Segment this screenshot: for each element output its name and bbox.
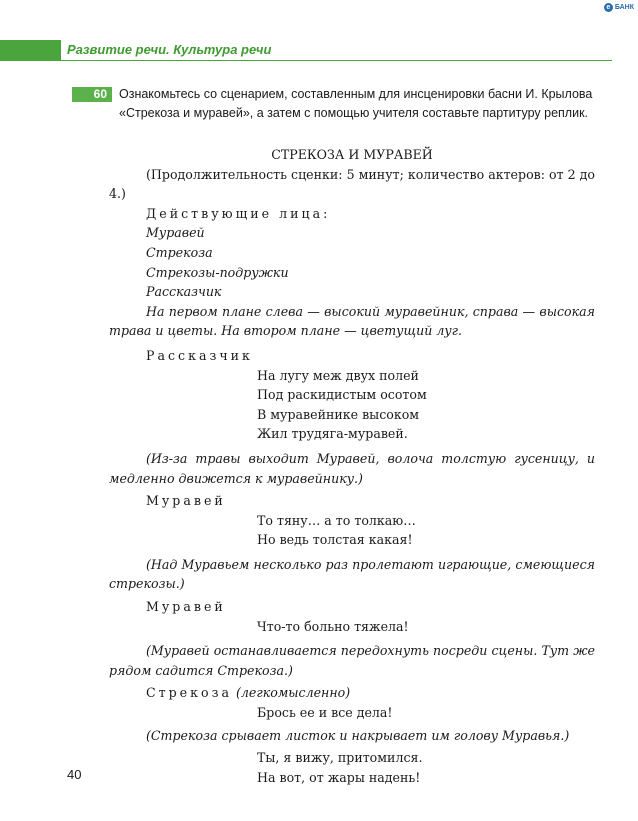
verse-line: Но ведь толстая какая! [257,532,413,548]
publisher-logo [604,3,634,12]
setting-description: На первом плане слева — высокий муравейник, справа — высокая трава и цветы. На втором плане — цветущий луг. [109,303,595,339]
task-instruction: Ознакомьтесь со сценарием, составленным для инсценировки басни И. Крылова «Стрекоза и муравей», а затем с помощью учителя составьте партитуру реплик. [119,87,593,120]
speaker-ant: Муравей [146,493,226,509]
header-color-bar [0,40,61,61]
logo-text: БАНК [614,4,634,11]
verse-line: Жил трудяга-муравей. [257,426,408,442]
header-divider-line [61,60,612,61]
section-title: Развитие речи. Культура речи [67,42,272,57]
stage-direction: (Муравей останавливается передохнуть посреди сцены. Тут же рядом садится Стрекоза.) [109,643,595,678]
stage-direction: (Над Муравьем несколько раз пролетают играющие, смеющиеся стрекозы.) [109,556,595,592]
verse-line: В муравейнике высоком [257,406,420,422]
verse-line: На лугу меж двух полей [257,367,419,383]
verse-line: На вот, от жары надень! [257,769,421,785]
verse-line: Что-то больно тяжела! [257,618,409,634]
cast-item: Муравей [146,225,205,241]
verse-line: Брось ее и все дела! [257,705,393,721]
duration-note: (Продолжительность сценки: 5 минут; количество актеров: от 2 до 4.) [109,166,595,202]
cast-heading: Действующие лица: [146,205,331,221]
verse-line: Ты, я вижу, притомился. [257,750,423,766]
speaker-narrator: Рассказчик [146,347,253,363]
e-logo-icon: e [604,3,613,12]
play-script [109,145,595,787]
cast-item: Стрекозы-подружки [146,264,289,280]
speaker-dragonfly: Стрекоза [146,685,232,701]
speaker-remark: (легкомысленно) [235,685,351,701]
page-number: 40 [67,767,82,782]
speaker-ant: Муравей [146,599,226,615]
play-title: СТРЕКОЗА И МУРАВЕЙ [271,147,433,162]
cast-item: Стрекоза [146,244,213,260]
verse-line: Под раскидистым осотом [257,387,427,403]
stage-direction: (Стрекоза срывает листок и накрывает им голову Муравья.) [146,727,570,743]
verse-line: То тяну… а то толкаю… [257,512,416,528]
task-number-badge: 60 [72,87,112,102]
stage-direction: (Из-за травы выходит Муравей, волоча толстую гусеницу, и медленно движется к муравейнику.) [109,450,595,486]
cast-item: Рассказчик [146,284,222,300]
